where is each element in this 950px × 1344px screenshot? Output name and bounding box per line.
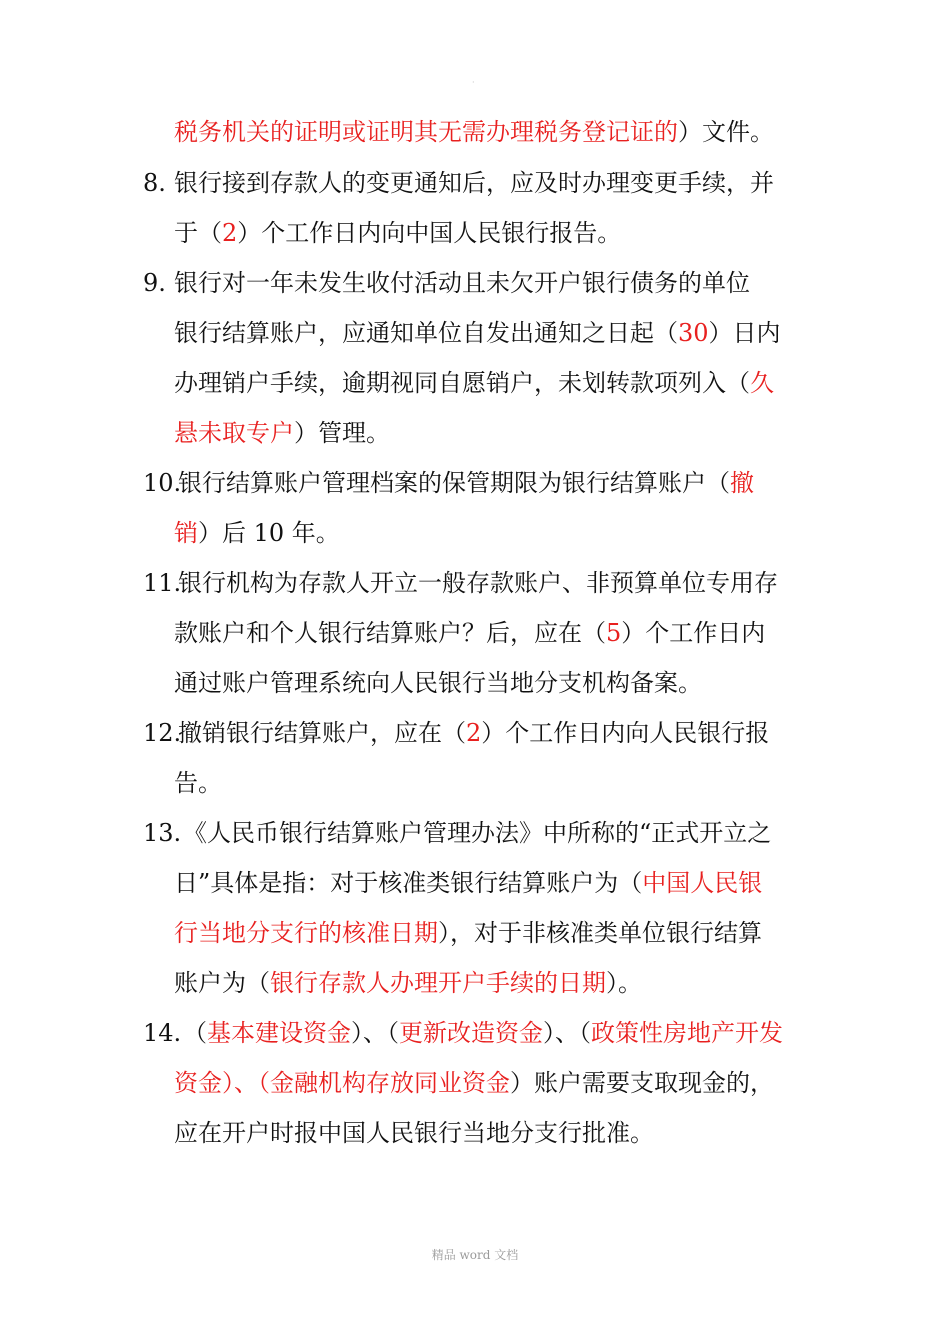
item-14-line-2 (174, 1067, 774, 1099)
answer-text: 政策性房地产开发 (591, 1019, 783, 1047)
question-text: 于（ (174, 219, 222, 247)
item-8-line-2 (174, 217, 621, 249)
question-text: ）管理。 (294, 419, 390, 447)
item-13-line-4 (174, 967, 642, 999)
answer-text: 行当地分支行的核准日期 (174, 919, 438, 947)
answer-text: 2 (222, 219, 238, 247)
answer-text: 金融机构存放同业资金 (270, 1069, 510, 1097)
item-13-line-2 (174, 867, 762, 899)
continuation-line (174, 116, 774, 148)
item-10-line-2 (174, 517, 340, 549)
question-text: ）日内 (708, 319, 781, 347)
question-text: ）文件。 (678, 118, 774, 146)
answer-text: 税务机关的证明或证明其无需办理税务登记证的 (174, 118, 678, 146)
answer-text: 2 (466, 719, 482, 747)
answer-text: ）、（ (222, 1069, 270, 1097)
question-text: 银行结算账户，应通知单位自发出通知之日起（ (174, 319, 678, 347)
item-14-number: 14. (143, 1019, 182, 1047)
item-10-number: 10. (143, 469, 182, 497)
question-text: ）个工作日内向中国人民银行报告。 (237, 219, 622, 247)
question-text: 银行结算账户管理档案的保管期限为银行结算账户（ (178, 469, 730, 497)
answer-text: 久 (750, 369, 774, 397)
answer-text: 资金 (174, 1069, 222, 1097)
footer-watermark: 精品 word 文档 (431, 1248, 519, 1262)
item-11-line-2 (174, 617, 765, 649)
question-text: 账户为（ (174, 969, 270, 997)
item-14-line-1 (183, 1017, 783, 1049)
item-12-number: 12. (143, 719, 182, 747)
answer-text: 更新改造资金 (399, 1019, 543, 1047)
answer-text: 销 (174, 519, 198, 547)
question-text: ），对于非核准类单位银行结算 (438, 919, 762, 947)
answer-text: 基本建设资金 (207, 1019, 351, 1047)
question-text: ）个工作日内 (621, 619, 766, 647)
question-text: 办理销户手续，逾期视同自愿销户，未划转款项列入（ (174, 369, 750, 397)
question-text: ）。 (606, 969, 642, 997)
item-12-line-2: 告。 (174, 769, 222, 797)
item-9-line-1: 银行对一年未发生收付活动且未欠开户银行债务的单位 (174, 269, 750, 297)
answer-text: 中国人民银 (642, 869, 763, 897)
question-text: （ (183, 1019, 207, 1047)
question-text: ）后 10 年。 (198, 519, 340, 547)
item-11-number: 11. (143, 569, 182, 597)
question-text: 日”具体是指：对于核准类银行结算账户为（ (174, 869, 643, 897)
item-13-number: 13. (143, 819, 182, 847)
item-13-line-3 (174, 917, 762, 949)
answer-text: 银行存款人办理开户手续的日期 (270, 969, 606, 997)
item-9-line-2 (174, 317, 781, 349)
question-text: ）账户需要支取现金的， (510, 1069, 774, 1097)
question-text: ）、（ (351, 1019, 399, 1047)
answer-text: 30 (678, 319, 709, 347)
item-11-line-1: 银行机构为存款人开立一般存款账户、非预算单位专用存 (178, 569, 778, 597)
item-12-line-1 (178, 717, 769, 749)
item-8-line-1: 银行接到存款人的变更通知后，应及时办理变更手续，并 (174, 169, 774, 197)
answer-text: 撤 (730, 469, 754, 497)
answer-text: 5 (606, 619, 622, 647)
item-9-line-3 (174, 367, 774, 399)
item-9-number: 9. (143, 269, 166, 297)
question-text: 款账户和个人银行结算账户？后，应在（ (174, 619, 606, 647)
item-11-line-3: 通过账户管理系统向人民银行当地分支机构备案。 (174, 669, 702, 697)
header-mark: · (472, 78, 475, 87)
item-8-number: 8. (143, 169, 166, 197)
question-text: ）个工作日内向人民银行报 (481, 719, 770, 747)
question-text: ）、（ (543, 1019, 591, 1047)
item-13-line-1: 《人民币银行结算账户管理办法》中所称的“正式开立之 (183, 819, 772, 847)
answer-text: 悬未取专户 (174, 419, 294, 447)
item-9-line-4 (174, 417, 390, 449)
question-text: 撤销银行结算账户，应在（ (178, 719, 466, 747)
item-10-line-1 (178, 467, 754, 499)
item-14-line-3: 应在开户时报中国人民银行当地分支行批准。 (174, 1119, 654, 1147)
